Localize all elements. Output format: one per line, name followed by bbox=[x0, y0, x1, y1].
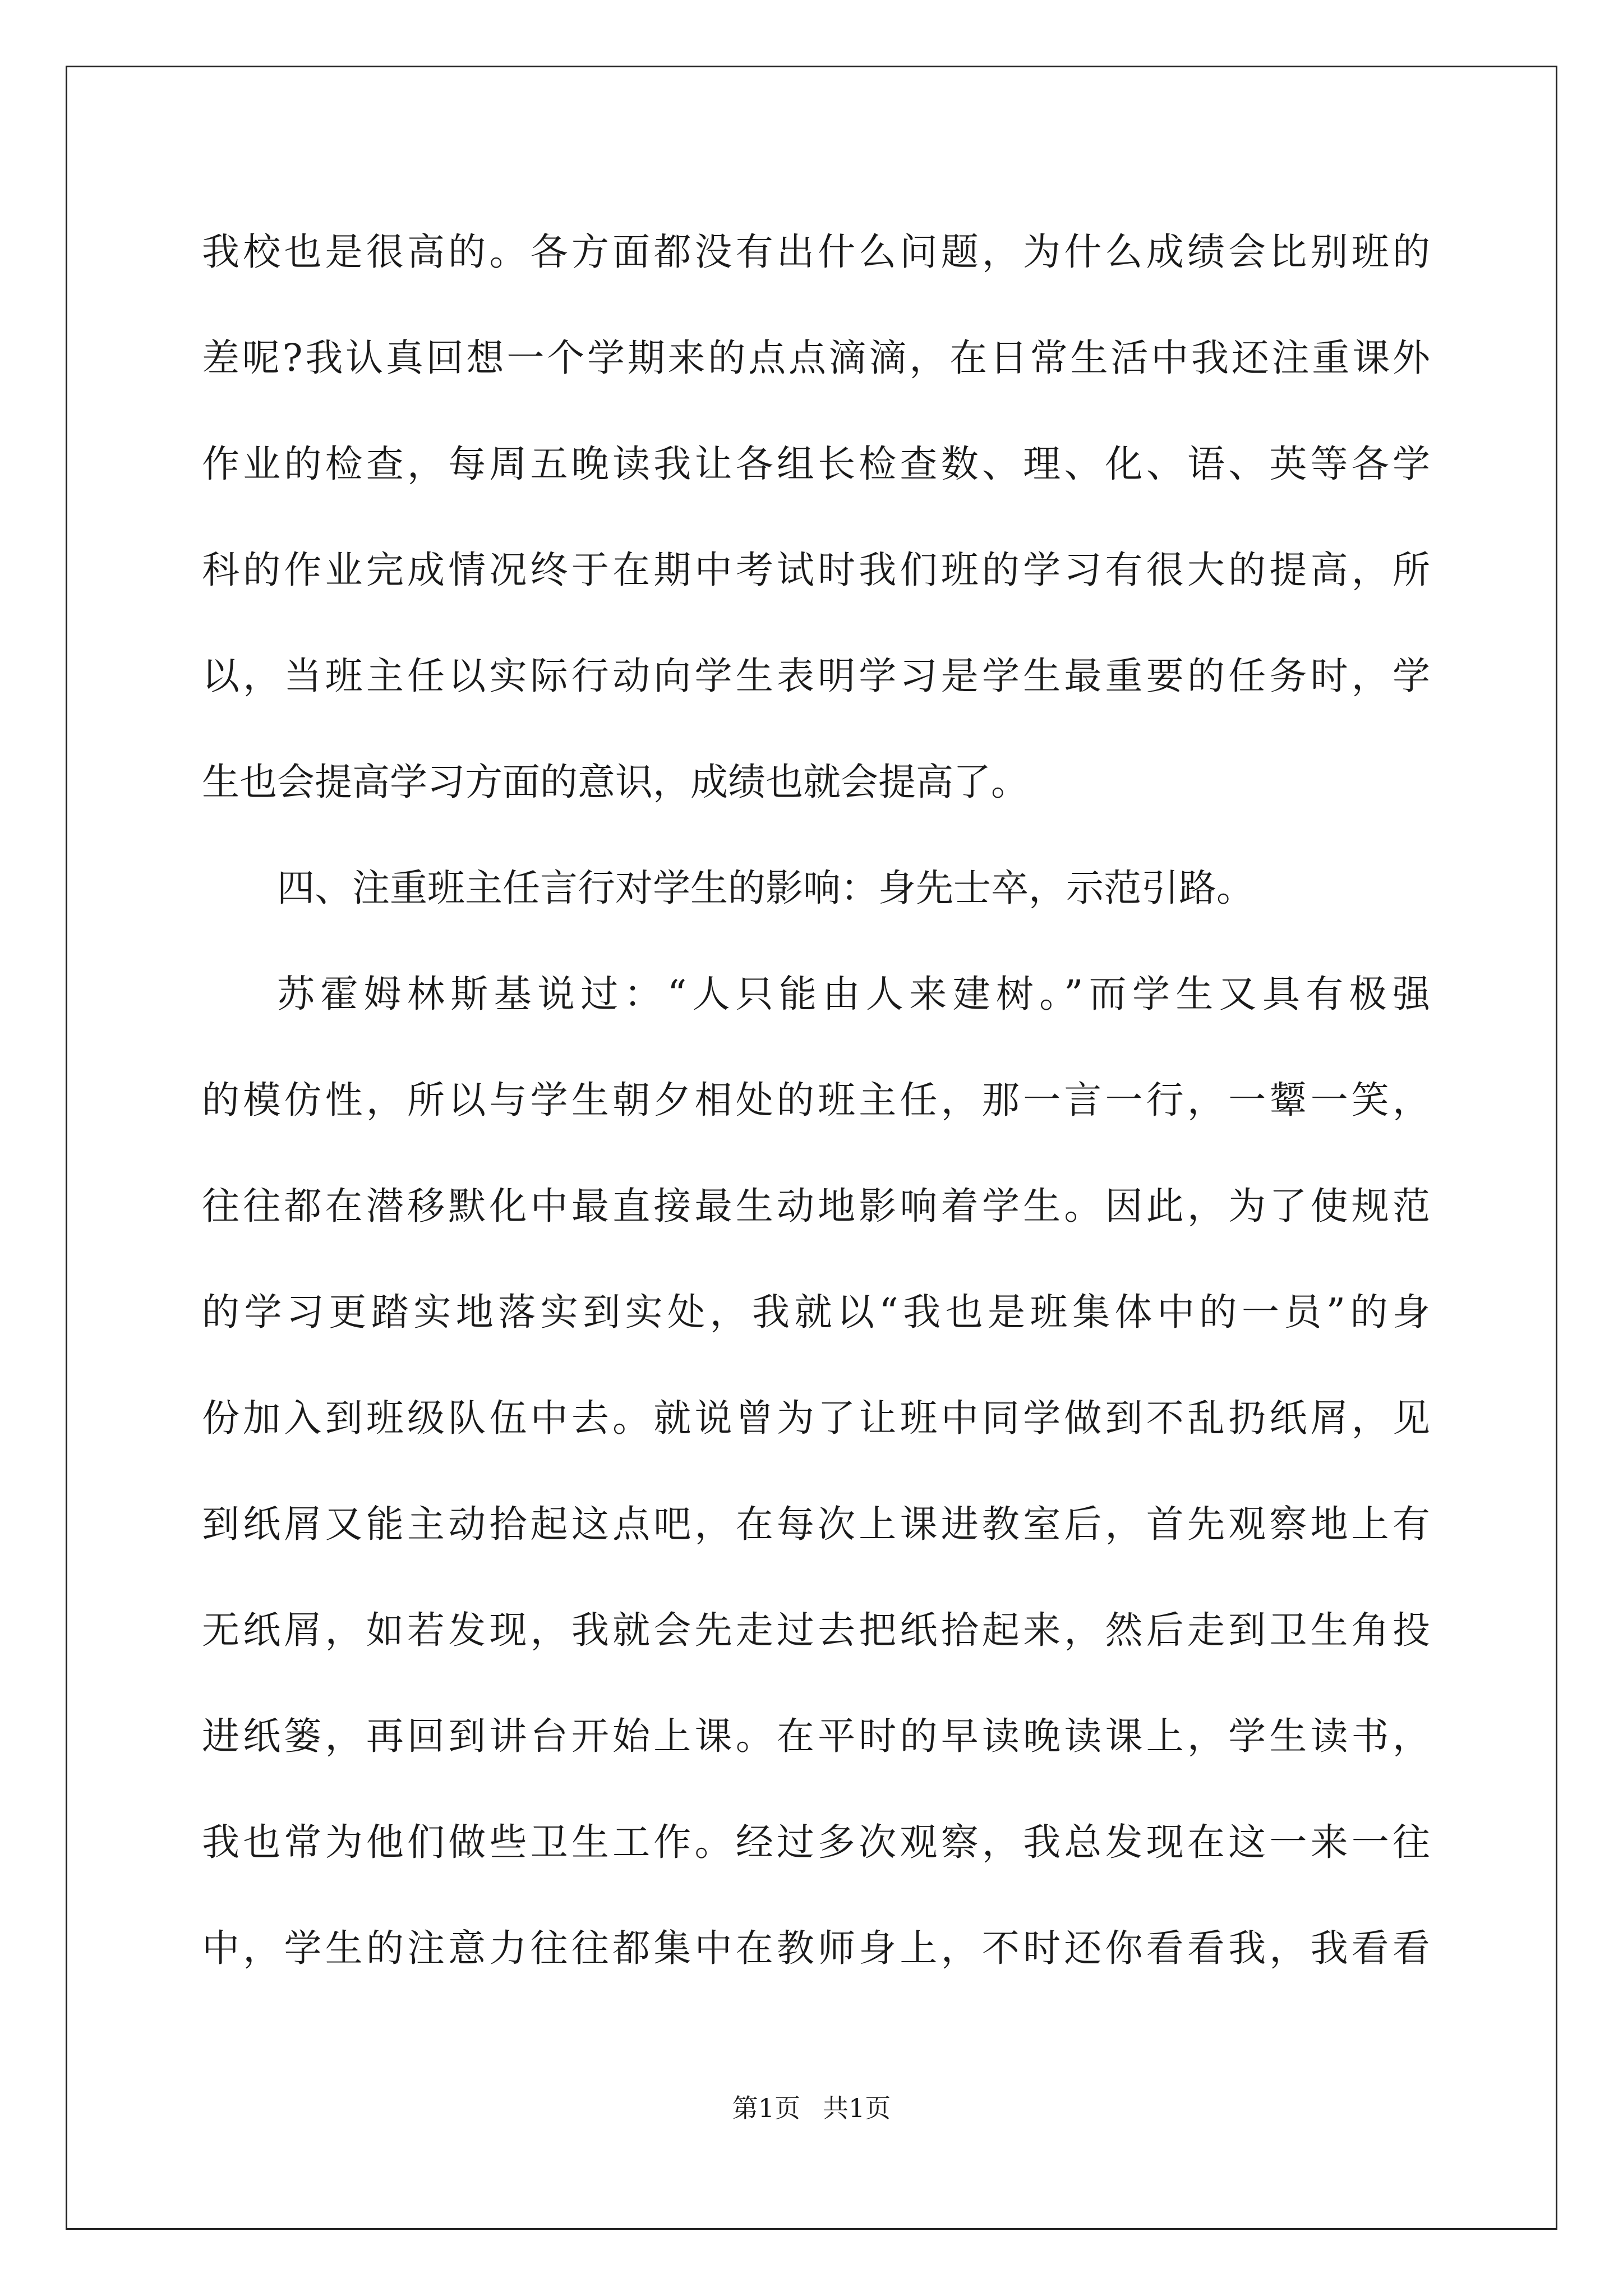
page-total: 共1页 bbox=[823, 2093, 891, 2123]
text-line: 份加入到班级队伍中去。就说曾为了让班中同学做到不乱扔纸屑，见 bbox=[202, 1396, 1430, 1440]
document-body bbox=[202, 199, 1430, 2001]
text-line: 我也常为他们做些卫生工作。经过多次观察，我总发现在这一来一往 bbox=[202, 1820, 1430, 1864]
text-line: 往往都在潜移默化中最直接最生动地影响着学生。因此，为了使规范 bbox=[202, 1184, 1430, 1228]
text-line: 的学习更踏实地落实到实处，我就以“我也是班集体中的一员”的身 bbox=[202, 1290, 1430, 1334]
text-line: 无纸屑，如若发现，我就会先走过去把纸拾起来，然后走到卫生角投 bbox=[202, 1608, 1430, 1652]
text-line: 进纸篓，再回到讲台开始上课。在平时的早读晚读课上，学生读书， bbox=[202, 1714, 1430, 1758]
text-line: 生也会提高学习方面的意识，成绩也就会提高了。 bbox=[202, 760, 1029, 804]
text-line: 差呢?我认真回想一个学期来的点点滴滴，在日常生活中我还注重课外 bbox=[202, 336, 1430, 380]
page-number: 第1页 bbox=[732, 2093, 800, 2123]
text-line: 科的作业完成情况终于在期中考试时我们班的学习有很大的提高，所 bbox=[202, 548, 1430, 592]
text-line: 到纸屑又能主动拾起这点吧，在每次上课进教室后，首先观察地上有 bbox=[202, 1502, 1430, 1546]
text-line: 作业的检查，每周五晚读我让各组长检查数、理、化、语、英等各学 bbox=[202, 442, 1430, 486]
section-heading: 四、注重班主任言行对学生的影响：身先士卒，示范引路。 bbox=[277, 866, 1254, 910]
page-footer bbox=[0, 2091, 1623, 2125]
text-line: 苏霍姆林斯基说过：“人只能由人来建树。”而学生又具有极强 bbox=[277, 972, 1430, 1016]
text-line: 中，学生的注意力往往都集中在教师身上，不时还你看看我，我看看 bbox=[202, 1926, 1430, 1970]
text-line: 我校也是很高的。各方面都没有出什么问题，为什么成绩会比别班的 bbox=[202, 230, 1430, 274]
text-line: 以，当班主任以实际行动向学生表明学习是学生最重要的任务时，学 bbox=[202, 654, 1430, 698]
text-line: 的模仿性，所以与学生朝夕相处的班主任，那一言一行，一颦一笑， bbox=[202, 1078, 1430, 1122]
